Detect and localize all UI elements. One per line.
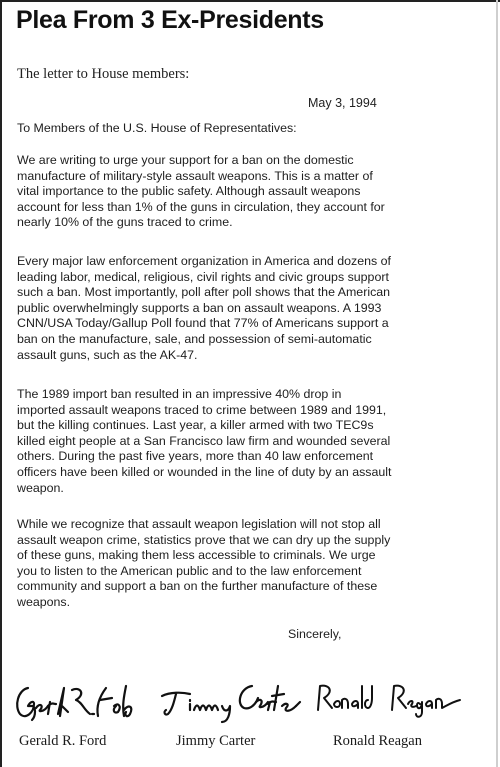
signature-reagan (312, 676, 472, 724)
text-line: leading labor, medical, religious, civil rights and civic groups support (17, 269, 389, 284)
text-line: We are writing to urge your support for a ban on the domestic (17, 153, 354, 167)
signer-name-ford: Gerald R. Ford (19, 733, 107, 749)
text-line: but the killing continues. Last year, a killer armed with two TEC9s (17, 418, 374, 433)
text-line: you to listen to the American public and to the law enforcement (17, 563, 362, 578)
text-line: weapon. (17, 480, 64, 495)
text-line: nearly 10% of the guns traced to crime. (17, 215, 233, 230)
text-line: manufacture of military-style assault weapons. This is a matter of (17, 168, 373, 183)
text-line: imported assault weapons traced to crime between 1989 and 1991, (17, 402, 387, 417)
text-line: ban on the manufacture, sale, and possession of semi-automatic (17, 331, 372, 346)
border-left (0, 0, 2, 767)
signer-name-carter: Jimmy Carter (176, 733, 256, 749)
text-line: The 1989 import ban resulted in an impressive 40% drop in (17, 387, 342, 401)
text-line: CNN/USA Today/Gallup Poll found that 77% of Americans support a (17, 316, 389, 331)
signature-carter (160, 676, 305, 724)
salutation: To Members of the U.S. House of Representatives: (17, 121, 297, 135)
text-line: officers have been killed or wounded in the line of duty by an assault (17, 464, 392, 479)
text-line: killed eight people at a San Francisco law firm and wounded several (17, 433, 391, 448)
text-line: account for less than 1% of the guns in circulation, they account for (17, 199, 385, 214)
headline: Plea From 3 Ex-Presidents (16, 6, 324, 34)
text-line: community and support a ban on the further manufacture of these (17, 579, 378, 594)
signer-name-reagan: Ronald Reagan (333, 733, 422, 749)
border-right (496, 0, 498, 767)
text-line: vital importance to the public safety. Although assault weapons (17, 184, 361, 199)
paragraph-1 (17, 153, 483, 231)
closing: Sincerely, (288, 627, 342, 641)
text-line: of these guns, making them less accessible to criminals. We urge (17, 548, 376, 563)
text-line: assault weapon crime, statistics prove that we can dry up the supply (17, 532, 391, 547)
text-line: such a ban. Most importantly, poll after poll shows that the American (17, 285, 391, 300)
text-line: public overwhelmingly supports a ban on assault weapons. A 1993 (17, 300, 382, 315)
letter-date: May 3, 1994 (308, 96, 377, 110)
intro-line: The letter to House members: (17, 66, 190, 82)
paragraph-2 (17, 254, 483, 363)
paragraph-3 (17, 387, 483, 496)
text-line: While we recognize that assault weapon legislation will not stop all (17, 517, 381, 531)
text-line: others. During the past five years, more than 40 law enforcement (17, 449, 374, 464)
paragraph-4 (17, 517, 483, 611)
text-line: Every major law enforcement organization in America and dozens of (17, 254, 391, 268)
text-line: weapons. (17, 594, 71, 609)
signature-ford (10, 676, 140, 724)
text-line: assault guns, such as the AK-47. (17, 347, 198, 362)
border-top (0, 0, 500, 2)
